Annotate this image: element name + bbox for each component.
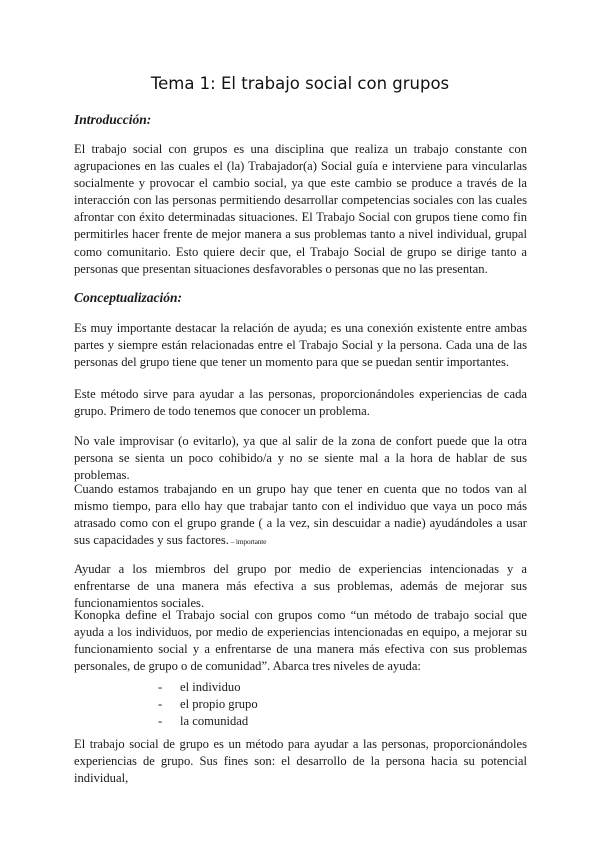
list-item <box>158 679 258 696</box>
paragraph-relacion-ayuda: Es muy importante destacar la relación de ayuda; es una conexión existente entre ambas partes y siempre están relacionadas entre el Trabajo Social y la persona. Cada una de las personas del grupo tiene que tener un momento para que se puedan sentir importantes. <box>74 321 527 370</box>
importante-note: – importante <box>228 537 267 547</box>
list-dash: - <box>158 696 163 711</box>
list-dash: - <box>158 680 163 694</box>
page-title: Tema 1: El trabajo social con grupos <box>150 74 450 93</box>
paragraph-intro: El trabajo social con grupos es una disciplina que realiza un trabajo constante con agrupaciones en las cuales el (la) Trabajador(a) Social guía e interviene para vincularlas socialmente y provocar el cambio social, ya que este cambio se produce a través de la interacción con las personas permitiendo desarrollar competencias sociales con las cuales afrontar con éxito determinadas situaciones. El Trabajo Social con grupos tiene como fin permitirles hacer frente de mejor manera a sus problemas tanto a nivel individual, grupal como comunitario. Esto quiere decir que, el Trabajo Social de grupo se dirige tanto a personas que presentan situaciones desfavorables o personas que no las presentan. <box>74 142 527 276</box>
paragraph-improvisar: No vale improvisar (o evitarlo), ya que al salir de la zona de confort puede que la otra persona se sienta un poco cohibido/a y no se siente mal a la hora de hablar de sus problemas. <box>74 434 527 483</box>
paragraph-trabajo-grupo <box>74 481 527 550</box>
levels-list <box>158 679 258 729</box>
list-item <box>158 713 258 730</box>
list-item-text: el propio grupo <box>180 696 258 711</box>
section-heading-introduccion: Introducción: <box>74 112 152 127</box>
list-item-text: la comunidad <box>180 713 249 728</box>
list-dash: - <box>158 713 163 728</box>
list-item-text: el individuo <box>180 680 241 694</box>
paragraph-metodo: Este método sirve para ayudar a las personas, proporcionándoles experiencias de cada grupo. Primero de todo tenemos que conocer un problema. <box>74 387 527 419</box>
paragraph-trabajo-grupo-text: Cuando estamos trabajando en un grupo hay que tener en cuenta que no todos van al mismo tiempo, para ello hay que trabajar tanto con el individuo que vaya un poco más atrasado como con el grupo grande ( a la vez, sin descuidar a nadie) ayudándoles a usar sus capacidades y sus factores. <box>74 482 527 548</box>
paragraph-ayudar-miembros: Ayudar a los miembros del grupo por medio de experiencias intencionadas y a enfrentarse de una manera más efectiva a sus problemas, además de mejorar sus funcionamientos sociales. <box>74 562 527 611</box>
paragraph-konopka: Konopka define el Trabajo social con grupos como “un método de trabajo social que ayuda a los individuos, por medio de experiencias intencionadas en equipo, a mejorar su funcionamiento social y a enfrentarse de una manera más efectiva con sus problemas personales, de grupo o de comunidad”. Abarca tres niveles de ayuda: <box>74 608 527 674</box>
section-heading-conceptualizacion: Conceptualización: <box>74 290 183 305</box>
paragraph-fines: El trabajo social de grupo es un método para ayudar a las personas, proporcionándoles experiencias de grupo. Sus fines son: el desarrollo de la persona hacia su potencial individual, <box>74 737 527 786</box>
list-item <box>158 696 258 713</box>
